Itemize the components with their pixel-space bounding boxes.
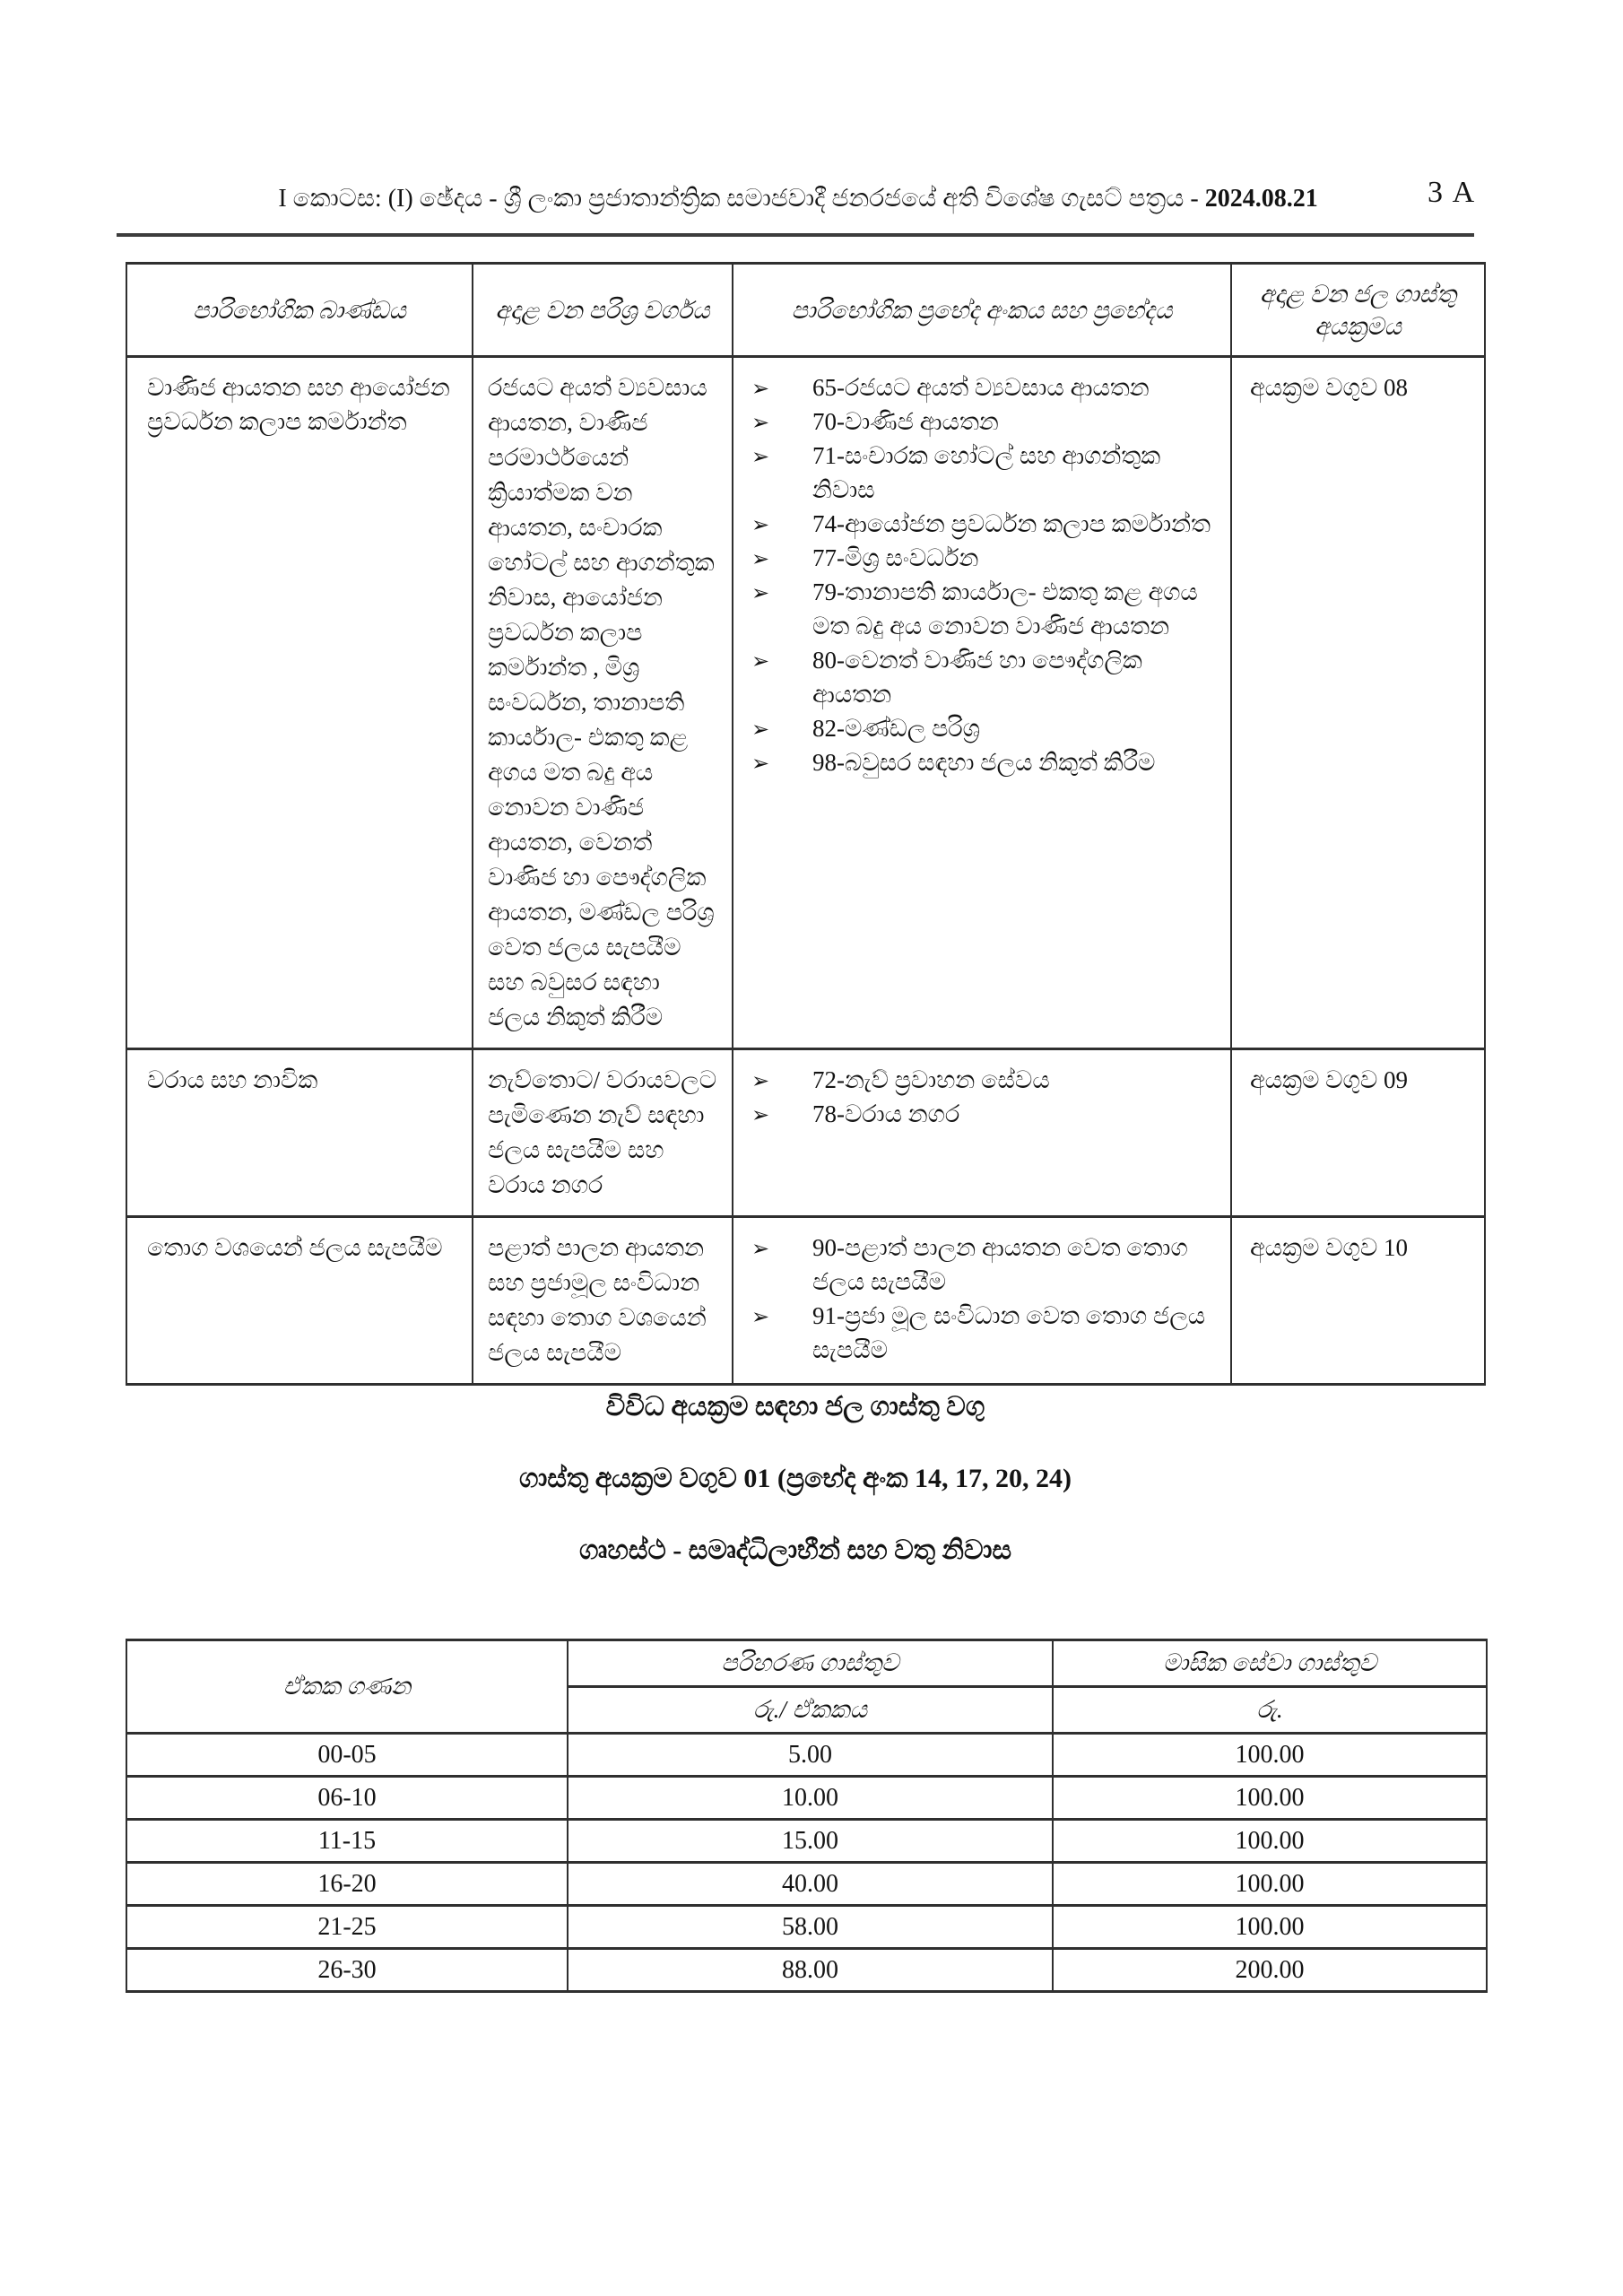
cell-category: තොග වශයෙන් ජලය සැපයීම bbox=[126, 1217, 473, 1385]
table-row bbox=[126, 1734, 1487, 1777]
page-number: 3 A bbox=[1428, 176, 1477, 209]
section-heading-main: විවිධ අයක්‍රම සඳහා ජල ගාස්තු වගු bbox=[605, 1392, 985, 1422]
classification-table bbox=[126, 262, 1486, 1386]
bullet-item bbox=[737, 1299, 1221, 1367]
cell-units: 11-15 bbox=[126, 1820, 568, 1863]
code-item-text: 72-නැව් ප්‍රවාහන සේවය bbox=[812, 1066, 1050, 1093]
gazette-header bbox=[143, 185, 1453, 213]
bullet-item bbox=[737, 507, 1221, 541]
arrow-bullet-icon: ➢ bbox=[751, 546, 770, 571]
cell-category: වරාය සහ නාවික bbox=[126, 1049, 473, 1217]
code-item-text: 71-සංචාරක හෝටල් සහ ආගන්තුක නිවාස bbox=[812, 442, 1161, 503]
cell-monthly-charge: 100.00 bbox=[1053, 1863, 1487, 1906]
arrow-bullet-icon: ➢ bbox=[751, 1304, 770, 1329]
cell-monthly-charge: 100.00 bbox=[1053, 1820, 1487, 1863]
cell-monthly-charge: 200.00 bbox=[1053, 1949, 1487, 1992]
code-item-text: 77-මිශ්‍ර සංවර්ධන bbox=[812, 544, 979, 571]
arrow-bullet-icon: ➢ bbox=[751, 751, 770, 776]
bullet-item bbox=[737, 1063, 1221, 1097]
gazette-title: I කොටස: (I) ඡේදය - ශ්‍රී ලංකා ප්‍රජාතාන්ත්‍රික සමාජවාදී ජනරජයේ අති විශේෂ ගැසට් පත්‍රය - bbox=[278, 185, 1205, 213]
code-item-text: 82-මණ්ඩල පරිශ්‍ර bbox=[812, 715, 980, 742]
bullet-item bbox=[737, 439, 1221, 507]
bullet-item bbox=[737, 404, 1221, 439]
bullet-item bbox=[737, 575, 1221, 643]
table-row bbox=[126, 1049, 1485, 1217]
cell-codes bbox=[733, 357, 1231, 1049]
cell-units: 06-10 bbox=[126, 1777, 568, 1820]
cell-tariff-scheme: අයක්‍රම වගුව 10 bbox=[1231, 1217, 1485, 1385]
cell-units: 16-20 bbox=[126, 1863, 568, 1906]
cell-tariff-scheme: අයක්‍රම වගුව 09 bbox=[1231, 1049, 1485, 1217]
cell-codes bbox=[733, 1049, 1231, 1217]
cell-category: වාණිජ ආයතන සහ ආයෝජන ප්‍රවර්ධන කලාප කර්මාන්ත bbox=[126, 357, 473, 1049]
gazette-date: 2024.08.21 bbox=[1204, 185, 1318, 213]
header-consumer-category: පාරිභෝගික බාණ්ඩය bbox=[126, 264, 473, 357]
code-item-text: 70-වාණිජ ආයතන bbox=[812, 408, 999, 435]
cell-premises: පළාත් පාලන ආයතන සහ ප්‍රජාමූල සංවිධාන සඳහා තොග වශයෙන් ජලය සැපයීම bbox=[473, 1217, 733, 1385]
code-item-text: 78-වරාය නගර bbox=[812, 1100, 960, 1127]
arrow-bullet-icon: ➢ bbox=[751, 376, 770, 401]
header-consumer-code: පාරිභෝගික ප්‍රභේද අංකය සහ ප්‍රභේදය bbox=[733, 264, 1231, 357]
table-row bbox=[126, 1777, 1487, 1820]
header-usage-charge: පරිහරණ ගාස්තුව bbox=[568, 1640, 1053, 1687]
cell-units: 26-30 bbox=[126, 1949, 568, 1992]
cell-units: 00-05 bbox=[126, 1734, 568, 1777]
bullet-item bbox=[737, 643, 1221, 711]
header-monthly-service-charge: මාසික සේවා ගාස්තුව bbox=[1053, 1640, 1487, 1687]
header-unit-count: ඒකක ගණන bbox=[126, 1640, 568, 1734]
bullet-item bbox=[737, 541, 1221, 575]
bullet-item bbox=[737, 1097, 1221, 1131]
tariff-header-row bbox=[126, 1640, 1487, 1687]
arrow-bullet-icon: ➢ bbox=[751, 717, 770, 742]
code-item-text: 91-ප්‍රජා මූල සංවිධාන වෙත තොග ජලය සැපයීම bbox=[812, 1302, 1206, 1363]
arrow-bullet-icon: ➢ bbox=[751, 580, 770, 605]
tariff-table bbox=[126, 1639, 1488, 1993]
cell-usage-charge: 10.00 bbox=[568, 1777, 1053, 1820]
bullet-item bbox=[737, 745, 1221, 779]
cell-monthly-charge: 100.00 bbox=[1053, 1906, 1487, 1949]
cell-premises: රජයට අයත් ව්‍යවසාය ආයතන, වාණිජ පරමාර්ථයෙන් ක්‍රියාත්මක වන ආයතන, සංචාරක හෝටල් සහ ආගන්තුක නිවාස, ආයෝජන ප්‍රවර්ධන කලාප කර්මාන්ත , මිශ්‍ර සංවර්ධන, තානාපති කාර්යාල- එකතු කළ අගය මත බදු අය නොවන වාණිජ ආයතන, වෙනත් වාණිජ හා පෞද්ගලික ආයතන, මණ්ඩල පරිශ්‍ර වෙත ජලය සැපයීම සහ බවුසර සඳහා ජලය නිකුත් කිරීම bbox=[473, 357, 733, 1049]
classification-header-row bbox=[126, 264, 1485, 357]
bullet-item bbox=[737, 370, 1221, 404]
table-row bbox=[126, 1217, 1485, 1385]
header-tariff-scheme: අදාළ වන ජල ගාස්තු අයක්‍රමය bbox=[1231, 264, 1485, 357]
cell-monthly-charge: 100.00 bbox=[1053, 1777, 1487, 1820]
table-row bbox=[126, 1820, 1487, 1863]
bullet-item bbox=[737, 1231, 1221, 1299]
cell-units: 21-25 bbox=[126, 1906, 568, 1949]
code-item-text: 65-රජයට අයත් ව්‍යවසාය ආයතන bbox=[812, 374, 1150, 401]
cell-usage-charge: 40.00 bbox=[568, 1863, 1053, 1906]
section-heading-category: ගෘහස්ථ - සමෘද්ධිලාභීන් සහ වතු නිවාස bbox=[578, 1535, 1012, 1565]
arrow-bullet-icon: ➢ bbox=[751, 512, 770, 537]
cell-tariff-scheme: අයක්‍රම වගුව 08 bbox=[1231, 357, 1485, 1049]
arrow-bullet-icon: ➢ bbox=[751, 444, 770, 469]
cell-usage-charge: 15.00 bbox=[568, 1820, 1053, 1863]
bullet-item bbox=[737, 711, 1221, 745]
table-row bbox=[126, 357, 1485, 1049]
code-item-text: 90-පළාත් පාලන ආයතන වෙත තොග ජලය සැපයීම bbox=[812, 1234, 1188, 1295]
code-item-text: 74-ආයෝජන ප්‍රවර්ධන කලාප කර්මාන්ත bbox=[812, 510, 1211, 537]
arrow-bullet-icon: ➢ bbox=[751, 410, 770, 435]
cell-monthly-charge: 100.00 bbox=[1053, 1734, 1487, 1777]
header-premises-type: අදාළ වන පරිශ්‍ර වර්ගය bbox=[473, 264, 733, 357]
table-row bbox=[126, 1863, 1487, 1906]
arrow-bullet-icon: ➢ bbox=[751, 1236, 770, 1261]
cell-usage-charge: 5.00 bbox=[568, 1734, 1053, 1777]
cell-usage-charge: 88.00 bbox=[568, 1949, 1053, 1992]
cell-codes bbox=[733, 1217, 1231, 1385]
header-usage-unit: රු./ ඒකකය bbox=[568, 1687, 1053, 1734]
table-row bbox=[126, 1906, 1487, 1949]
header-divider bbox=[117, 233, 1474, 237]
code-item-text: 80-වෙනත් වාණිජ හා පෞද්ගලික ආයතන bbox=[812, 647, 1142, 708]
code-item-text: 98-බවුසර සඳහා ජලය නිකුත් කිරීම bbox=[812, 749, 1156, 776]
section-heading-sub: ගාස්තු අයක්‍රම වගුව 01 (ප්‍රභේද අංක 14, 17, 20, 24) bbox=[519, 1464, 1072, 1493]
table-row bbox=[126, 1949, 1487, 1992]
code-item-text: 79-තානාපති කාර්යාල- එකතු කළ අගය මත බදු අය නොවන වාණිජ ආයතන bbox=[812, 578, 1198, 639]
arrow-bullet-icon: ➢ bbox=[751, 1102, 770, 1127]
arrow-bullet-icon: ➢ bbox=[751, 648, 770, 674]
cell-usage-charge: 58.00 bbox=[568, 1906, 1053, 1949]
arrow-bullet-icon: ➢ bbox=[751, 1068, 770, 1093]
cell-premises: නැව්තොට/ වරායවලට පැමිණෙන නැව් සඳහා ජලය සැපයීම සහ වරාය නගර bbox=[473, 1049, 733, 1217]
header-monthly-unit: රු. bbox=[1053, 1687, 1487, 1734]
